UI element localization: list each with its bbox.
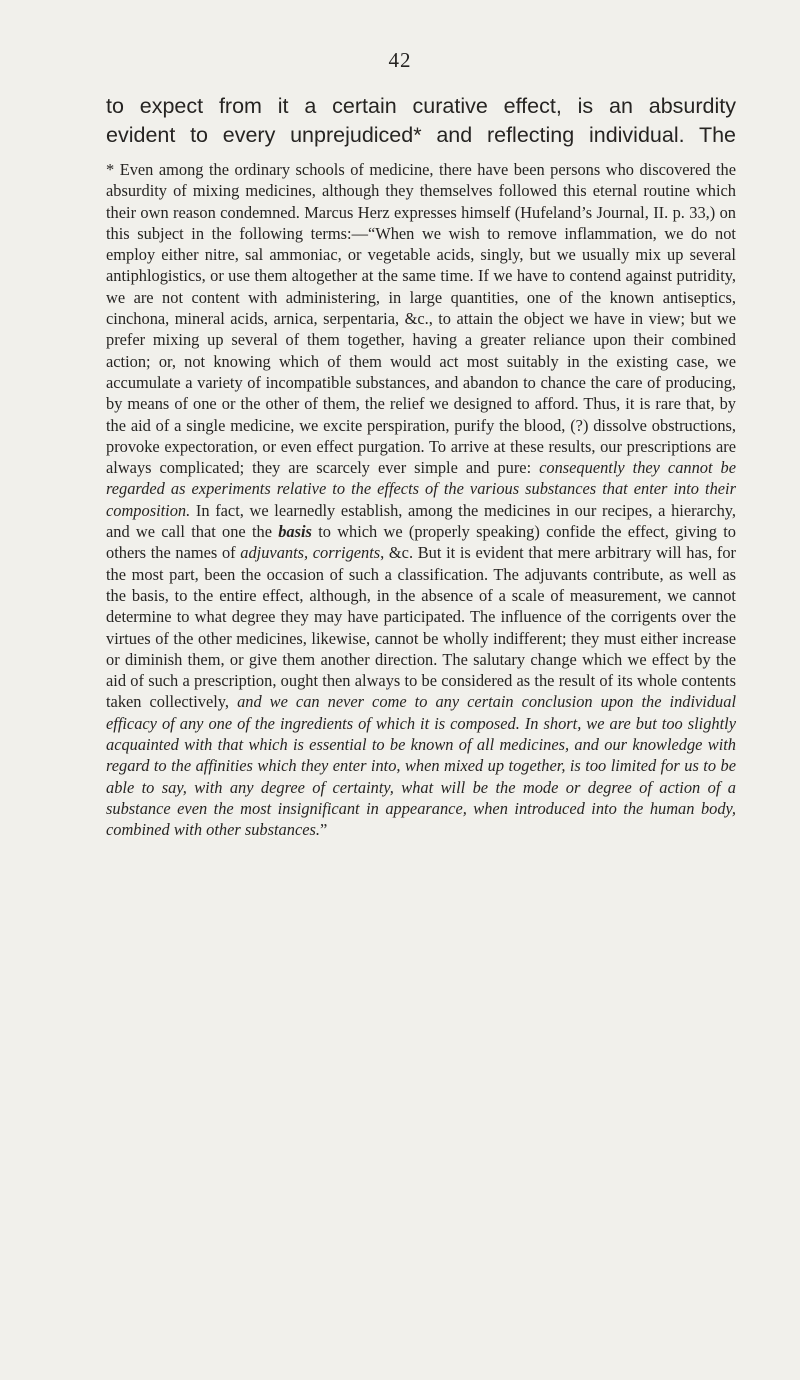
footnote-segment-bold-italic: basis <box>278 522 312 542</box>
page-number: 42 <box>388 48 412 72</box>
footnote-segment-italic: and we can never come to any certain conclusion upon the individual efficacy of any one of the ingredients of which it is composed. In short, we are but too slightly acquainted with that which is essential to be known of all medicines, and our knowledge with regard to the affinities which they enter into, when mixed up together, is too limited for us to be able to say, with any degree of certainty, what will be the mode or degree of action of a substance even the most insignificant in appearance, when introduced into the human body, combined with other substances. <box>106 692 737 840</box>
footnote-segment: Even among the ordinary schools of medicine, there have been persons who discovered the absurdity of mixing medicines, although they themselves followed this eternal routine which their own reason condemned. Marcus Herz expresses himself (Hufeland’s Journal, II. p. 33,) on this subject in the following terms:—“When we wish to remove inflammation, we do not employ either nitre, sal ammoniac, or vegetable acids, singly, but we usually mix up several antiphlogistics, or use them altogether at the same time. If we have to contend against putridity, we are not content with administering, in large quantities, one of the known antiseptics, cinchona, mineral acids, arnica, serpentaria, &c., to attain the object we have in view; but we prefer mixing up several of them together, having a greater reliance upon their combined action; or, not knowing which of them would act most suitably in the existing case, we accumulate a variety of incompatible substances, and abandon to chance the care of producing, by means of one or the other of them, the relief we designed to afford. Thus, it is rare that, by the aid of a single medicine, we excite perspiration, purify the blood, (?) dissolve obstructions, provoke expectoration, or even effect purgation. To arrive at these results, our prescriptions are always complicated; they are scarcely ever simple and pure: <box>106 160 736 478</box>
footnote-segment: to which we (properly speaking) confide the effect, giving to others the names of <box>106 522 736 563</box>
footnote-segment-italic: consequently they cannot be regarded as experiments relative to the effects of the various substances that enter into their composition. <box>106 458 736 520</box>
footnote-segment: , &c. But it is evident that mere arbitrary will has, for the most part, been the occasion of such a classification. The adjuvants contribute, as well as the basis, to the entire effect, although, in the absence of a scale of measurement, we cannot determine to what degree they may have participated. The influence of the corrigents over the virtues of the other medicines, likewise, cannot be wholly indifferent; they must either increase or diminish them, or give them another direction. The salutary change which we effect by the aid of such a prescription, ought then always to be considered as the result of its whole contents taken collectively, <box>106 543 737 712</box>
body-line: evident to every unprejudiced* and reflecting individual. The <box>106 123 736 147</box>
footnote-segment: In fact, we learnedly establish, among the medicines in our recipes, a hierarchy, and we call that one the <box>106 500 736 542</box>
body-text <box>106 92 736 150</box>
footnote-marker: * <box>106 160 120 179</box>
footnote-segment-italic: adjuvants, corrigents <box>240 543 381 563</box>
footnote-segment: ” <box>319 820 328 840</box>
footnote <box>106 159 736 841</box>
body-line: to expect from it a certain curative effect, is an absurdity <box>106 94 736 118</box>
